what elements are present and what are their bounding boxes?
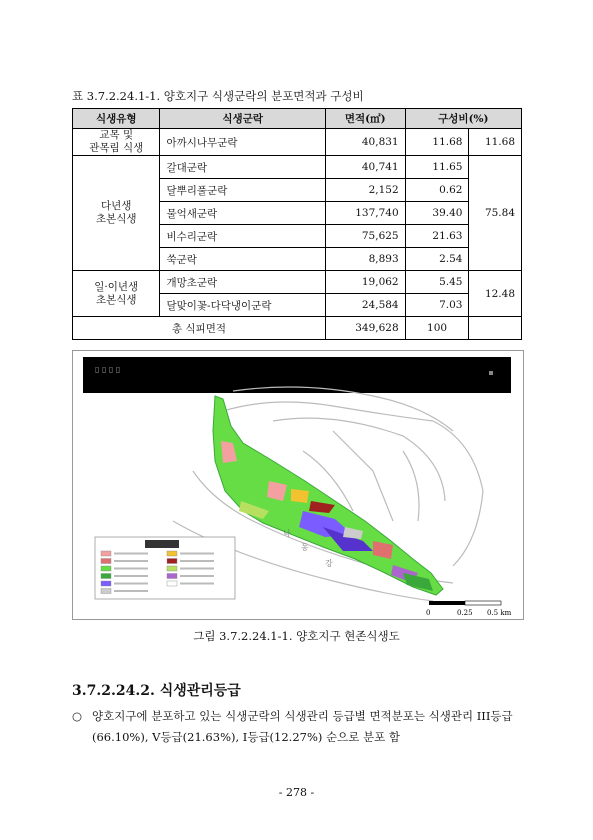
legend-swatch xyxy=(167,581,177,586)
legend-swatch xyxy=(167,559,177,564)
legend-swatch xyxy=(101,581,111,586)
legend-swatch xyxy=(101,574,111,579)
area-value: 2,152 xyxy=(325,179,405,202)
legend-swatch xyxy=(167,551,177,556)
legend-label-placeholder xyxy=(114,583,148,585)
scale-label-1: 0.25 xyxy=(457,609,473,617)
community-name: 비수리군락 xyxy=(160,225,325,248)
paragraph-line-1: 양호지구에 분포하고 있는 식생군락의 식생관리 등급별 면적분포는 식생관리 III등급 xyxy=(92,709,513,723)
bullet-icon: ○ xyxy=(72,709,83,723)
river-label-2: 동 xyxy=(301,543,309,552)
community-name: 달뿌리풀군락 xyxy=(160,179,325,202)
header-ratio: 구성비(%) xyxy=(405,109,521,129)
veg-type-cell: 다년생 초본식생 xyxy=(73,156,160,271)
veg-type-cell: 일·이년생 초본식생 xyxy=(73,271,160,317)
community-name: 달맞이꽃-다닥냉이군락 xyxy=(160,294,325,317)
legend-label-placeholder xyxy=(180,560,214,562)
ratio-value: 7.03 xyxy=(405,294,469,317)
ratio-value: 11.65 xyxy=(405,156,469,179)
community-name: 개망초군락 xyxy=(160,271,325,294)
river-label-3: 강 xyxy=(325,559,333,568)
area-value: 40,831 xyxy=(325,129,405,156)
river-label-1: 낙 xyxy=(283,529,291,538)
legend-label-placeholder xyxy=(180,575,214,577)
legend-label-placeholder xyxy=(180,583,214,585)
area-value: 137,740 xyxy=(325,202,405,225)
legend-swatch xyxy=(101,589,111,594)
table-row xyxy=(73,129,522,156)
vegetation-map xyxy=(73,351,523,619)
area-value: 19,062 xyxy=(325,271,405,294)
total-ratio: 100 xyxy=(405,317,469,340)
legend-label-placeholder xyxy=(114,553,148,555)
area-value: 24,584 xyxy=(325,294,405,317)
table-row xyxy=(73,271,522,294)
area-value: 8,893 xyxy=(325,248,405,271)
legend-swatch xyxy=(167,566,177,571)
legend-swatch xyxy=(101,566,111,571)
header-veg-type: 식생유형 xyxy=(73,109,160,129)
group-total: 75.84 xyxy=(469,156,522,271)
header-area: 면적(㎡) xyxy=(325,109,405,129)
table-header-row xyxy=(73,109,522,129)
vegetation-area-table xyxy=(72,108,522,340)
total-label: 총 식피면적 xyxy=(73,317,326,340)
table-caption: 표 3.7.2.24.1-1. 양호지구 식생군락의 분포면적과 구성비 xyxy=(72,89,364,103)
legend-label-placeholder xyxy=(180,568,214,570)
total-empty-cell xyxy=(469,317,522,340)
vegetation-map-figure xyxy=(72,350,524,620)
header-community: 식생군락 xyxy=(160,109,325,129)
map-title-text: ▯ ▯ ▯ ▯ xyxy=(95,365,121,374)
area-value: 75,625 xyxy=(325,225,405,248)
area-value: 40,741 xyxy=(325,156,405,179)
figure-caption: 그림 3.7.2.24.1-1. 양호지구 현존식생도 xyxy=(193,629,400,643)
ratio-value: 39.40 xyxy=(405,202,469,225)
legend-swatch xyxy=(101,559,111,564)
legend-label-placeholder xyxy=(114,575,148,577)
ratio-value: 11.68 xyxy=(405,129,469,156)
total-area: 349,628 xyxy=(325,317,405,340)
legend-swatch xyxy=(167,574,177,579)
patch-yellow xyxy=(291,489,309,503)
legend-swatch xyxy=(101,551,111,556)
community-name: 쑥군락 xyxy=(160,248,325,271)
legend-label-placeholder xyxy=(114,568,148,570)
legend-label-placeholder xyxy=(114,560,148,562)
map-legend xyxy=(95,537,235,599)
ratio-value: 5.45 xyxy=(405,271,469,294)
page-number: - 278 - xyxy=(278,786,315,799)
section-title: 3.7.2.24.2. 식생관리등급 xyxy=(72,683,241,699)
scale-bar xyxy=(426,601,512,617)
ratio-value: 21.63 xyxy=(405,225,469,248)
legend-label-placeholder xyxy=(180,553,214,555)
ratio-value: 2.54 xyxy=(405,248,469,271)
table-row xyxy=(73,156,522,179)
scale-label-0: 0 xyxy=(426,609,431,617)
group-total: 12.48 xyxy=(469,271,522,317)
group-total: 11.68 xyxy=(469,129,522,156)
table-total-row xyxy=(73,317,522,340)
community-name: 아까시나무군락 xyxy=(160,129,325,156)
community-name: 물억새군락 xyxy=(160,202,325,225)
scale-label-2: 0.5 km xyxy=(487,609,512,617)
legend-label-placeholder xyxy=(114,590,148,592)
paragraph-line-2: (66.10%), V등급(21.63%), I등급(12.27%) 순으로 분포 함 xyxy=(92,730,400,744)
community-name: 갈대군락 xyxy=(160,156,325,179)
ratio-value: 0.62 xyxy=(405,179,469,202)
veg-type-cell: 교목 및 관목림 식생 xyxy=(73,129,160,156)
